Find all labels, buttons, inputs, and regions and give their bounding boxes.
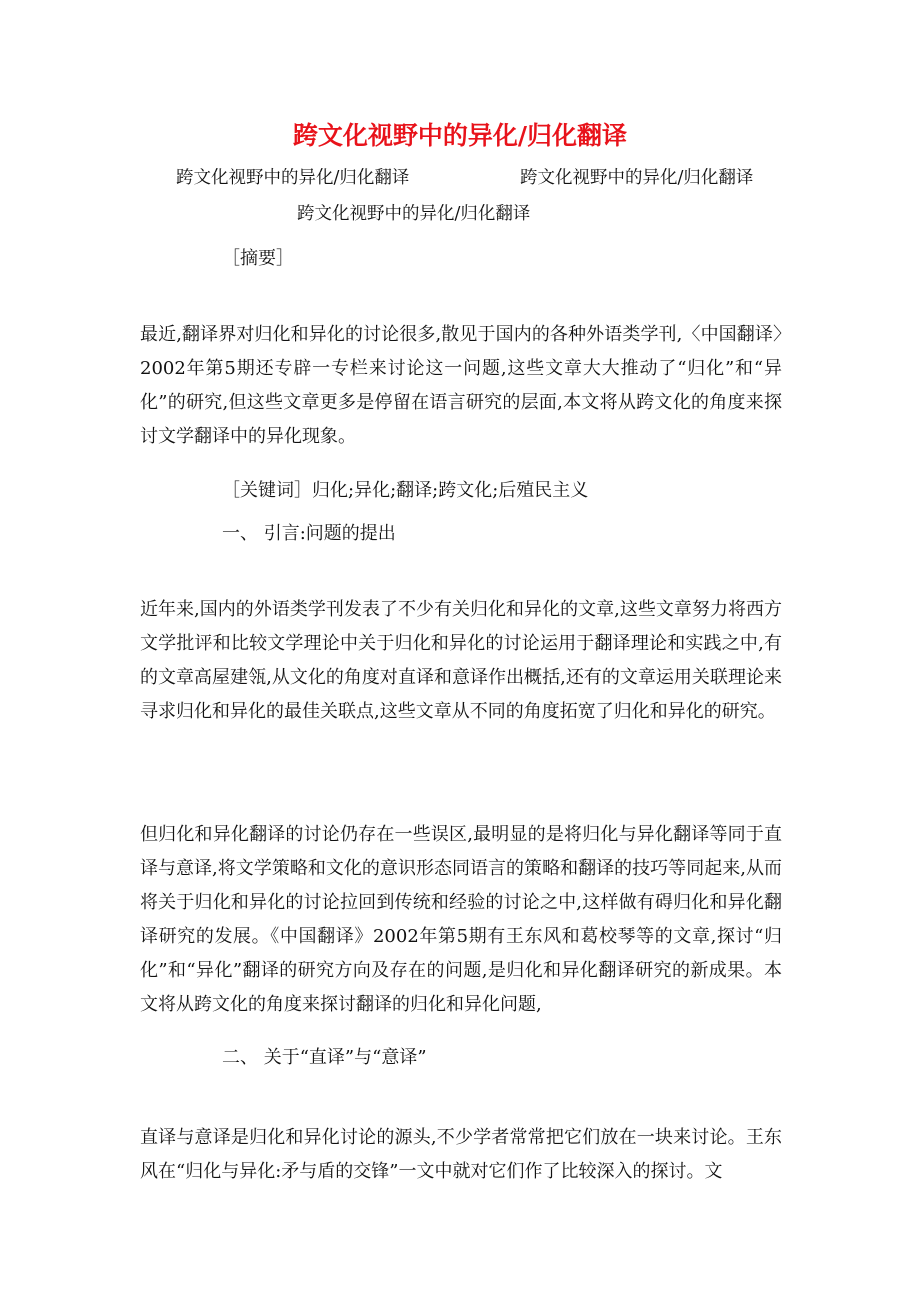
- keywords-line: ［关键词］归化;异化;翻译;跨文化;后殖民主义: [222, 480, 589, 501]
- abstract-label: ［摘要］: [222, 248, 294, 269]
- section-2-paragraph-1: 直译与意译是归化和异化讨论的源头,不少学者常常把它们放在一块来讨论。王东风在“归化与异化:矛与盾的交锋”一文中就对它们作了比较深入的探讨。文: [140, 1127, 782, 1182]
- subtitle-center: 跨文化视野中的异化/归化翻译: [297, 204, 531, 224]
- section-1-paragraph-2: 但归化和异化翻译的讨论仍存在一些误区,最明显的是将归化与异化翻译等同于直译与意译,将文学策略和文化的意识形态同语言的策略和翻译的技巧等同起来,从而将关于归化和异化的讨论拉回到传统和经验的讨论之中,这样做有碍归化和异化翻译研究的发展。《中国翻译》2002年第5期有王东风和葛校琴等的文章,探讨“归化”和“异化”翻译的研究方向及存在的问题,是归化和异化翻译研究的新成果。本文将从跨文化的角度来探讨翻译的归化和异化问题,: [140, 824, 782, 1015]
- section-1-paragraph-1: 近年来,国内的外语类学刊发表了不少有关归化和异化的文章,这些文章努力将西方文学批评和比较文学理论中关于归化和异化的讨论运用于翻译理论和实践之中,有的文章高屋建瓴,从文化的角度对直译和意译作出概括,还有的文章运用关联理论来寻求归化和异化的最佳关联点,这些文章从不同的角度拓宽了归化和异化的研究。: [140, 599, 782, 722]
- document-title: 跨文化视野中的异化/归化翻译: [292, 121, 628, 150]
- section-1-heading: 一、 引言:问题的提出: [222, 523, 396, 544]
- abstract-paragraph: 最近,翻译界对归化和异化的讨论很多,散见于国内的各种外语类学刊,〈中国翻译〉2002年第5期还专辟一专栏来讨论这一问题,这些文章大大推动了“归化”和“异化”的研究,但这些文章更多是停留在语言研究的层面,本文将从跨文化的角度来探讨文学翻译中的异化现象。: [140, 324, 782, 447]
- subtitle-right: 跨文化视野中的异化/归化翻译: [520, 168, 754, 188]
- subtitle-left: 跨文化视野中的异化/归化翻译: [176, 168, 410, 188]
- section-2-heading: 二、 关于“直译”与“意译”: [222, 1047, 427, 1068]
